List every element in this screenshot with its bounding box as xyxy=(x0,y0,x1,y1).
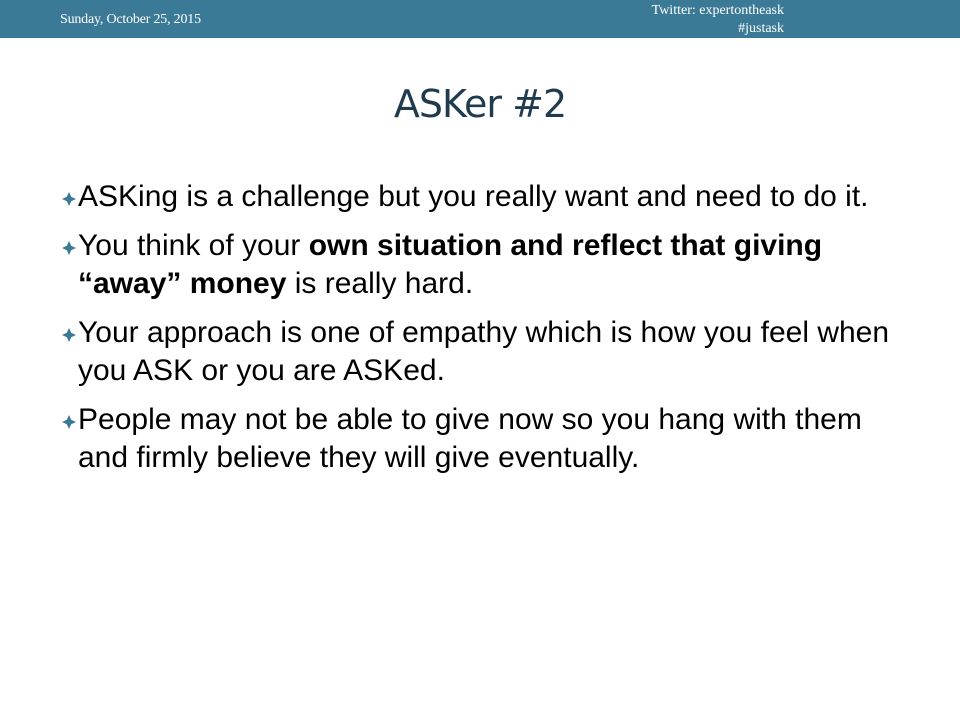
bullet-text-segment: People may not be able to give now so you hang with them and firmly believe they will give eventually. xyxy=(78,403,862,474)
bullet-text-bold: own situation and reflect that giving “away” money xyxy=(78,229,823,300)
diamond-bullet-icon xyxy=(62,192,76,206)
diamond-bullet-icon xyxy=(62,328,76,342)
bullet-text-segment: ASKing is a challenge but you really want and need to do it. xyxy=(78,180,869,213)
bullet-item xyxy=(60,227,910,303)
bullet-item xyxy=(60,178,910,216)
twitter-handle: Twitter: expertontheask xyxy=(651,3,784,18)
bullet-text xyxy=(78,401,910,477)
bullet-text xyxy=(78,227,910,303)
bullet-text xyxy=(78,178,910,216)
bullet-item xyxy=(60,314,910,390)
header-bar xyxy=(0,0,960,38)
bullet-text-segment: Your approach is one of empathy which is how you feel when you ASK or you are ASKed. xyxy=(78,316,890,387)
bullet-list xyxy=(60,178,910,488)
diamond-bullet-icon xyxy=(62,415,76,429)
bullet-text-segment: You think of your xyxy=(78,229,309,262)
bullet-text-segment: is really hard. xyxy=(286,267,474,300)
diamond-bullet-icon xyxy=(62,241,76,255)
header-date: Sunday, October 25, 2015 xyxy=(60,12,201,27)
header-twitter xyxy=(652,2,784,38)
bullet-item xyxy=(60,401,910,477)
slide-title: ASKer #2 xyxy=(393,82,567,126)
twitter-hashtag: #justask xyxy=(738,21,784,36)
bullet-text xyxy=(78,314,910,390)
